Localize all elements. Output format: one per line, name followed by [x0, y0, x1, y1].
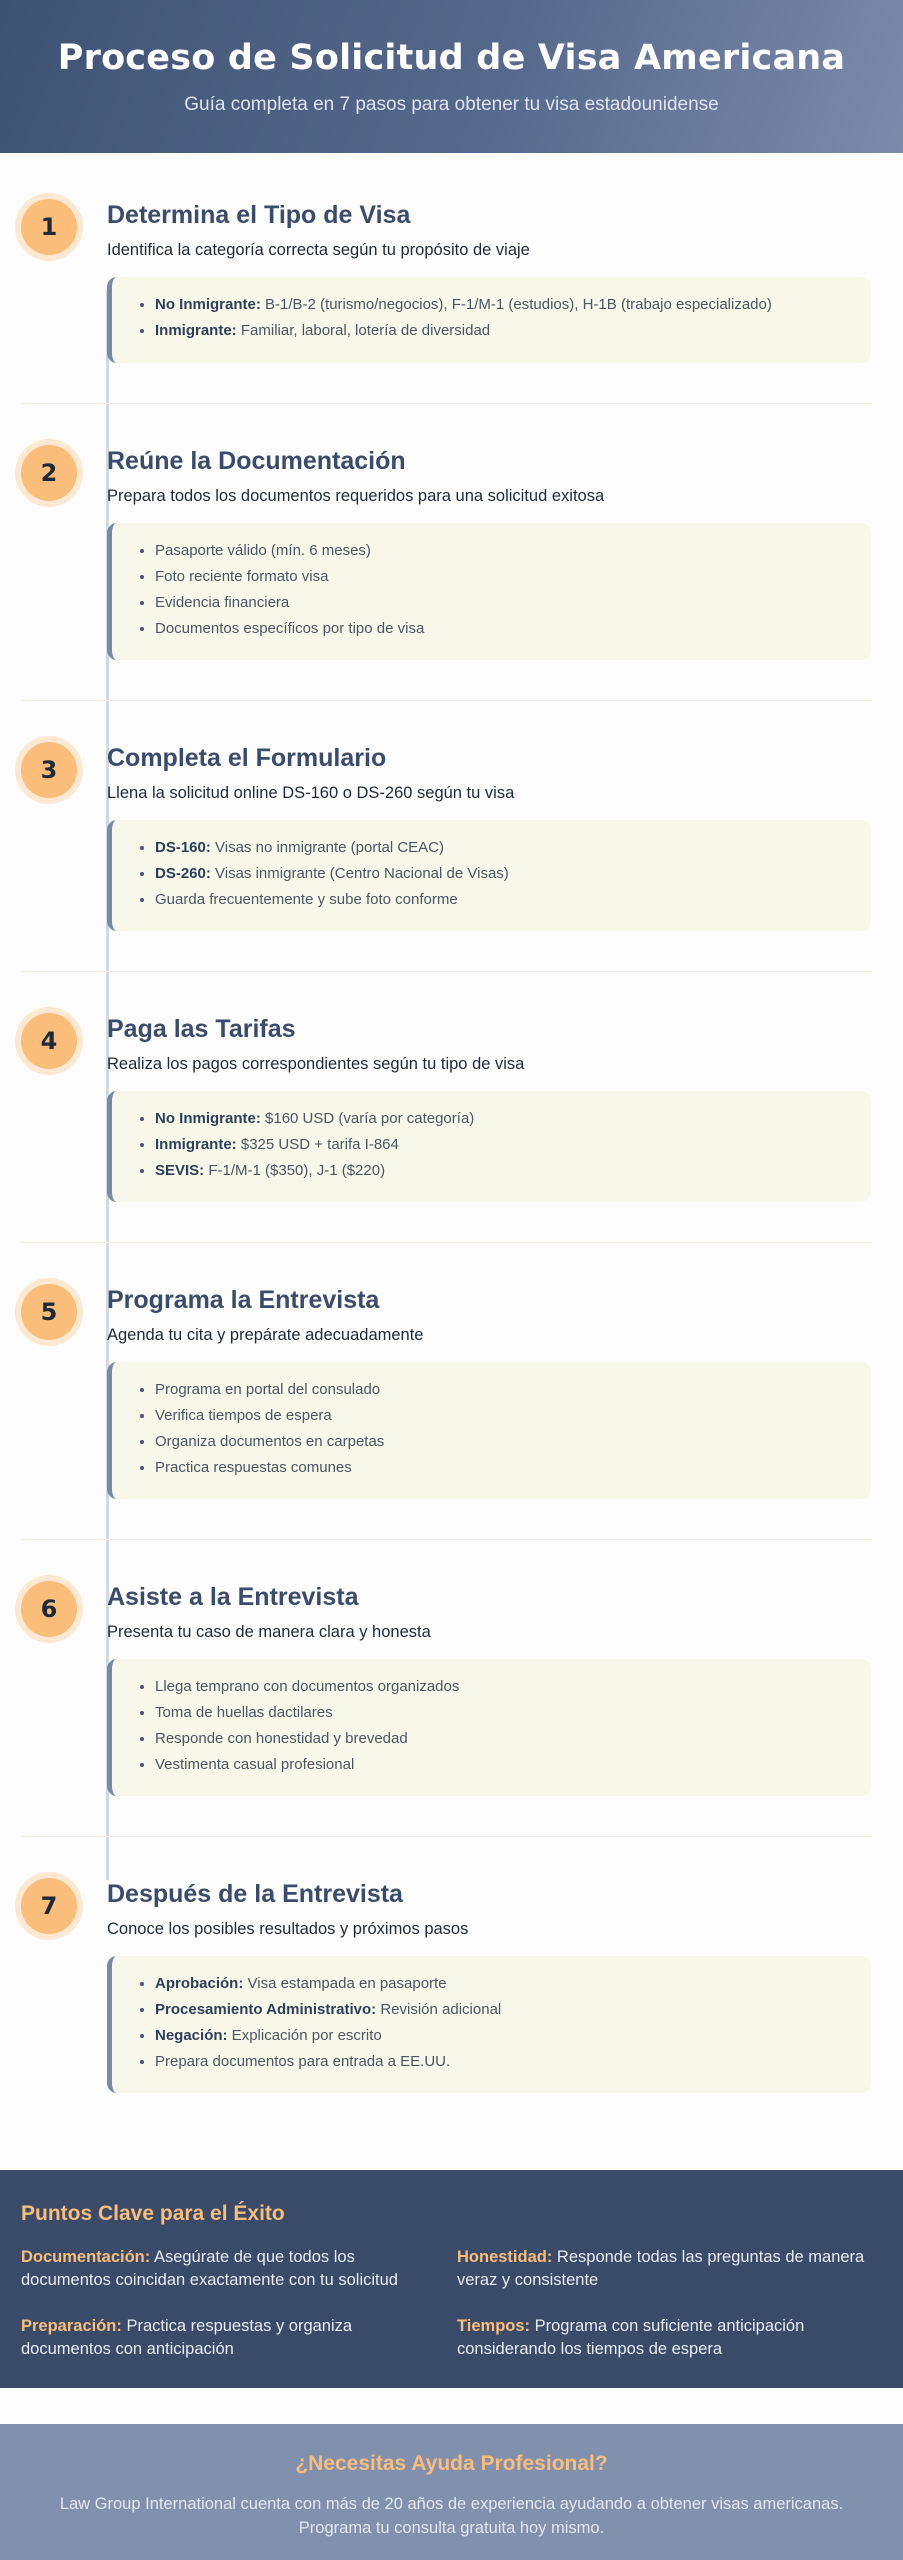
step-divider: [21, 1242, 871, 1243]
key-point: Preparación: Practica respuestas y organiza documentos con anticipación: [21, 2317, 353, 2358]
step-divider: [21, 971, 871, 972]
list-item: • Inmigrante: Familiar, laboral, lotería de diversidad: [155, 318, 851, 344]
list-item: • Procesamiento Administrativo: Revisión adicional: [155, 1997, 851, 2023]
list-item: • Practica respuestas comunes: [155, 1455, 851, 1481]
step-title: Asiste a la Entrevista: [107, 1583, 359, 1611]
list-item: • Toma de huellas dactilares: [155, 1700, 851, 1726]
page-title: Proceso de Solicitud de Visa Americana: [57, 38, 846, 78]
step-subtitle: Llena la solicitud online DS-160 o DS-260 según tu visa: [107, 784, 515, 802]
step-title: Reúne la Documentación: [107, 447, 406, 475]
step-number-badge: 7: [21, 1878, 77, 1934]
cta-title: ¿Necesitas Ayuda Profesional?: [295, 2452, 608, 2475]
key-point: Documentación: Asegúrate de que todos los documentos coincidan exactamente con tu solicitud: [21, 2248, 398, 2289]
list-item: • Documentos específicos por tipo de visa: [155, 616, 851, 642]
step-divider: [21, 403, 871, 404]
step-subtitle: Presenta tu caso de manera clara y honesta: [107, 1623, 431, 1641]
step-subtitle: Prepara todos los documentos requeridos para una solicitud exitosa: [107, 487, 605, 505]
step-title: Después de la Entrevista: [107, 1880, 403, 1908]
step-divider: [21, 700, 871, 701]
key-point: Honestidad: Responde todas las preguntas de manera veraz y consistente: [457, 2248, 865, 2289]
step-title: Programa la Entrevista: [107, 1286, 380, 1314]
list-item: • SEVIS: F-1/M-1 ($350), J-1 ($220): [155, 1158, 851, 1184]
step-details-box: [107, 1956, 871, 2093]
step-details-box: [107, 523, 871, 660]
cta-text: Law Group International cuenta con más de 20 años de experiencia ayudando a obtener visas americanas. Programa tu consulta gratuita hoy mismo.: [59, 2495, 844, 2537]
list-item: • No Inmigrante: B-1/B-2 (turismo/negocios), F-1/M-1 (estudios), H-1B (trabajo especializado): [155, 292, 851, 318]
step-subtitle: Realiza los pagos correspondientes según tu tipo de visa: [107, 1055, 525, 1073]
list-item: • Foto reciente formato visa: [155, 564, 851, 590]
list-item: • Verifica tiempos de espera: [155, 1403, 851, 1429]
key-point: Tiempos: Programa con suficiente anticipación considerando los tiempos de espera: [457, 2317, 805, 2358]
step-subtitle: Agenda tu cita y prepárate adecuadamente: [107, 1326, 424, 1344]
list-item: • Inmigrante: $325 USD + tarifa I-864: [155, 1132, 851, 1158]
key-points-section: [0, 2170, 903, 2388]
list-item: • Guarda frecuentemente y sube foto conforme: [155, 887, 851, 913]
step-number-badge: 1: [21, 199, 77, 255]
step-divider: [21, 1836, 871, 1837]
list-item: • DS-260: Visas inmigrante (Centro Nacional de Visas): [155, 861, 851, 887]
list-item: • Negación: Explicación por escrito: [155, 2023, 851, 2049]
list-item: • Pasaporte válido (mín. 6 meses): [155, 538, 851, 564]
step-details-box: [107, 1659, 871, 1796]
step-title: Determina el Tipo de Visa: [107, 201, 411, 229]
list-item: • Evidencia financiera: [155, 590, 851, 616]
step-title: Paga las Tarifas: [107, 1015, 296, 1043]
cta-section: [0, 2424, 903, 2560]
list-item: • DS-160: Visas no inmigrante (portal CEAC): [155, 835, 851, 861]
list-item: • Aprobación: Visa estampada en pasaporte: [155, 1971, 851, 1997]
page-subtitle: Guía completa en 7 pasos para obtener tu visa estadounidense: [184, 94, 719, 115]
step-number-badge: 6: [21, 1581, 77, 1637]
list-item: • Organiza documentos en carpetas: [155, 1429, 851, 1455]
list-item: • No Inmigrante: $160 USD (varía por categoría): [155, 1106, 851, 1132]
step-number-badge: 4: [21, 1013, 77, 1069]
step-number-badge: 2: [21, 445, 77, 501]
step-number-badge: 3: [21, 742, 77, 798]
list-item: • Programa en portal del consulado: [155, 1377, 851, 1403]
list-item: • Prepara documentos para entrada a EE.UU.: [155, 2049, 851, 2075]
step-subtitle: Conoce los posibles resultados y próximos pasos: [107, 1920, 469, 1938]
list-item: • Vestimenta casual profesional: [155, 1752, 851, 1778]
step-details-box: [107, 1091, 871, 1202]
step-number-badge: 5: [21, 1284, 77, 1340]
page-header: [0, 0, 903, 153]
step-details-box: [107, 1362, 871, 1499]
step-details-box: [107, 277, 871, 363]
list-item: • Responde con honestidad y brevedad: [155, 1726, 851, 1752]
list-item: • Llega temprano con documentos organizados: [155, 1674, 851, 1700]
key-points-title: Puntos Clave para el Éxito: [21, 2202, 285, 2225]
step-subtitle: Identifica la categoría correcta según tu propósito de viaje: [107, 241, 530, 259]
step-details-box: [107, 820, 871, 931]
step-divider: [21, 1539, 871, 1540]
step-title: Completa el Formulario: [107, 744, 387, 772]
